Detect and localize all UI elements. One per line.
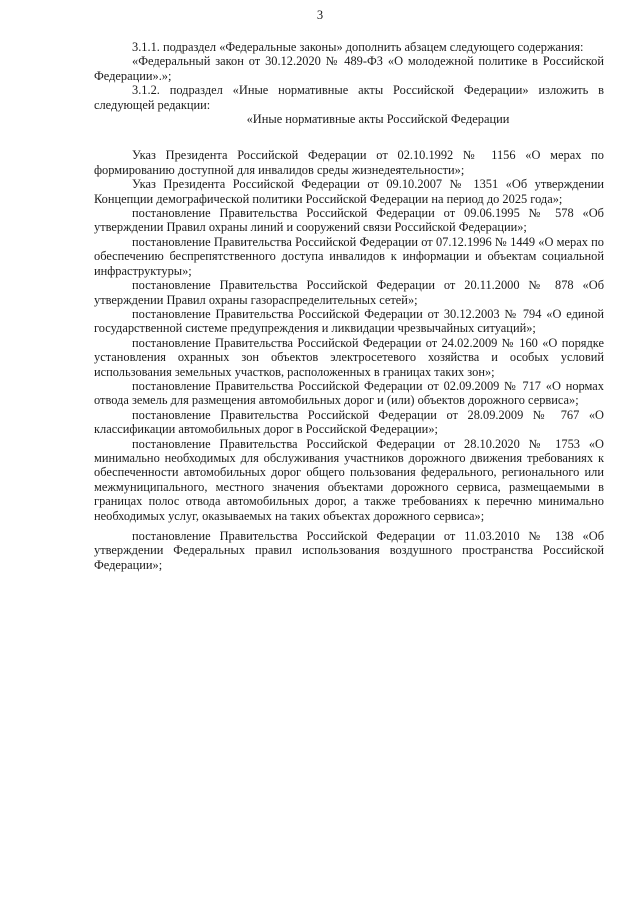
section-heading: «Иные нормативные акты Российской Федерации bbox=[246, 112, 510, 127]
paragraph-federal-law-quote: «Федеральный закон от 30.12.2020 № 489-ФЗ «О молодежной политике в Российской Федерации».»; bbox=[94, 54, 604, 83]
page-number: 3 bbox=[316, 8, 324, 22]
list-item: постановление Правительства Российской Федерации от 24.02.2009 № 160 «О порядке установления охранных зон объектов электросетевого хозяйства и особых условий использования земельных участков, расположенных в границах таких зон»; bbox=[94, 335, 604, 379]
list-item: постановление Правительства Российской Федерации от 02.09.2009 № 717 «О нормах отвода земель для размещения автомобильных дорог и (или) объектов дорожного сервиса»; bbox=[94, 378, 604, 408]
list-item: постановление Правительства Российской Федерации от 09.06.1995 № 578 «Об утверждении Правил охраны линий и сооружений связи Российской Федерации»; bbox=[94, 206, 604, 235]
list-item: постановление Правительства Российской Федерации от 28.09.2009 № 767 «О классификации автомобильных дорог в Российской Федерации»; bbox=[94, 407, 604, 437]
list-item: Указ Президента Российской Федерации от 02.10.1992 № 1156 «О мерах по формированию доступной для инвалидов среды жизнедеятельности»; bbox=[94, 148, 604, 177]
list-item: постановление Правительства Российской Федерации от 30.12.2003 № 794 «О единой государственной системе предупреждения и ликвидации чрезвычайных ситуаций»; bbox=[94, 306, 604, 336]
document-body bbox=[94, 40, 604, 572]
list-item: постановление Правительства Российской Федерации от 07.12.1996 № 1449 «О мерах по обеспечению беспрепятственного доступа инвалидов к информации и объектам социальной инфраструктуры»; bbox=[94, 234, 604, 278]
list-item: постановление Правительства Российской Федерации от 20.11.2000 № 878 «Об утверждении Правил охраны газораспределительных сетей»; bbox=[94, 278, 604, 307]
paragraph-3-1-1: 3.1.1. подраздел «Федеральные законы» дополнить абзацем следующего содержания: bbox=[132, 40, 584, 54]
list-item: Указ Президента Российской Федерации от 09.10.2007 № 1351 «Об утверждении Концепции демографической политики Российской Федерации на период до 2025 года»; bbox=[94, 177, 604, 206]
list-item: постановление Правительства Российской Федерации от 28.10.2020 № 1753 «О минимально необходимых для обслуживания участников дорожного движения требованиях к обеспеченности автомобильных дорог общего пользования федерального, регионального или межмуниципального, местного значения объектами дорожного сервиса, размещаемыми в границах полос отвода автомобильных дорог, а также требованиях к перечню минимально необходимых услуг, оказываемых на таких объектах дорожного сервиса»; bbox=[94, 436, 604, 523]
paragraph-3-1-2: 3.1.2. подраздел «Иные нормативные акты Российской Федерации» изложить в следующей редакции: bbox=[94, 83, 604, 112]
list-item: постановление Правительства Российской Федерации от 11.03.2010 № 138 «Об утверждении Федеральных правил использования воздушного пространства Российской Федерации»; bbox=[94, 529, 604, 572]
